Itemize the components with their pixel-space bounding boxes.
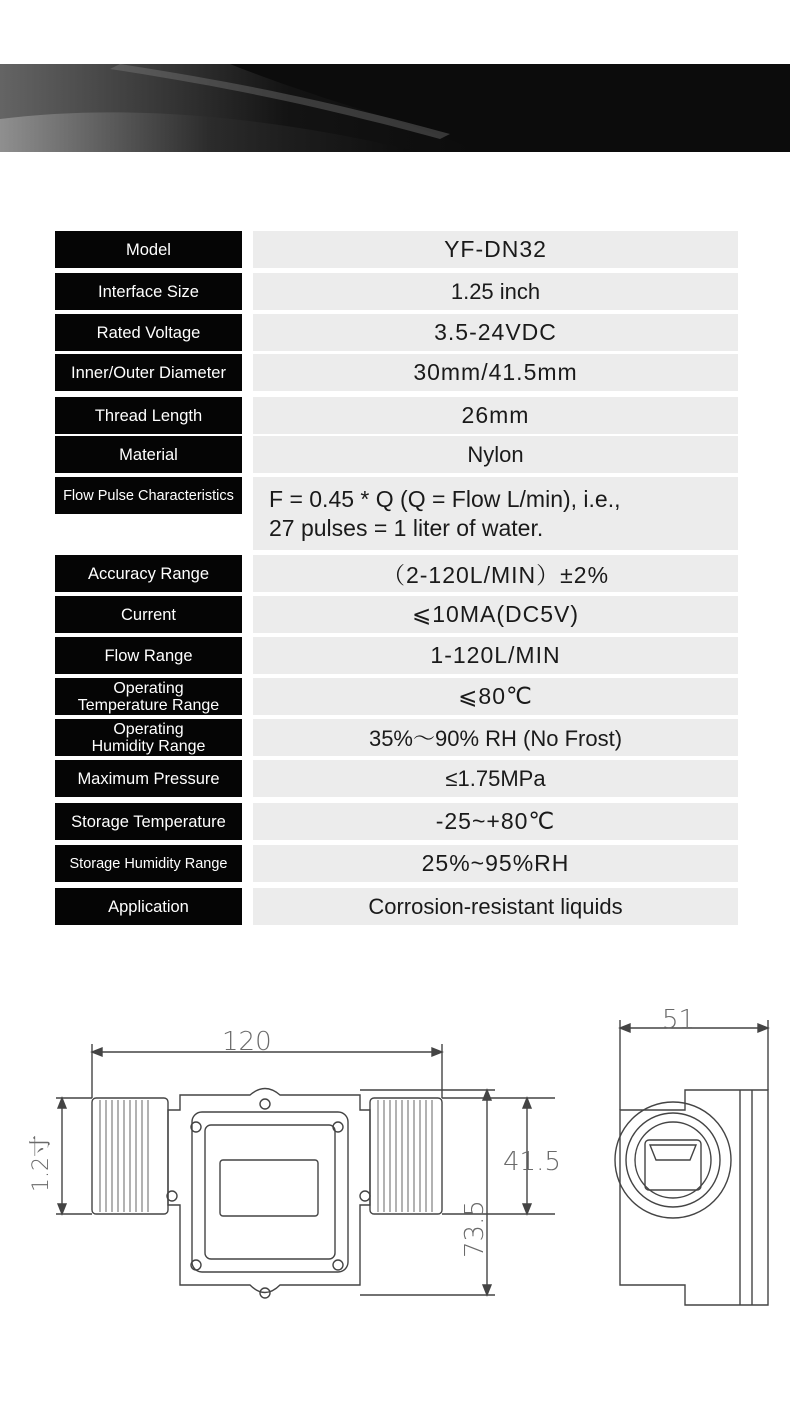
spec-label: Accuracy Range — [55, 555, 242, 592]
spec-label: Current — [55, 596, 242, 633]
spec-label-line: Operating — [113, 720, 184, 738]
spec-label-line: Operating — [113, 679, 184, 697]
dim-height-label: 73.5 — [460, 1200, 490, 1258]
spec-label: Interface Size — [55, 273, 242, 310]
spec-label — [55, 678, 242, 715]
spec-value: ⩽10MA(DC5V) — [253, 596, 738, 633]
spec-label: Model — [55, 231, 242, 268]
spec-row-operating-humidity — [0, 719, 790, 756]
spec-value: Corrosion-resistant liquids — [253, 888, 738, 925]
dim-thread-label: 1.2寸 — [29, 1135, 54, 1192]
dim-length-label: 120 — [222, 1027, 272, 1057]
spec-label: Rated Voltage — [55, 314, 242, 351]
dim-outer-label: 41.5 — [503, 1147, 561, 1177]
spec-row-diameter — [0, 354, 790, 391]
spec-value: YF-DN32 — [253, 231, 738, 268]
spec-row-accuracy — [0, 555, 790, 592]
spec-row-material — [0, 436, 790, 473]
spec-label: Flow Range — [55, 637, 242, 674]
spec-label: Inner/Outer Diameter — [55, 354, 242, 391]
spec-row-current — [0, 596, 790, 633]
spec-value: 26mm — [253, 397, 738, 434]
spec-row-rated-voltage — [0, 314, 790, 351]
spec-row-storage-humidity — [0, 845, 790, 882]
spec-label: Storage Temperature — [55, 803, 242, 840]
spec-value-line: F = 0.45 * Q (Q = Flow L/min), i.e., — [269, 485, 621, 512]
spec-label-line: Temperature Range — [77, 696, 220, 714]
spec-row-flow-pulse — [0, 477, 790, 550]
spec-value: （2-120L/MIN）±2% — [253, 555, 738, 592]
spec-value: ≤1.75MPa — [253, 760, 738, 797]
spec-label: Material — [55, 436, 242, 473]
spec-row-interface-size — [0, 273, 790, 310]
spec-value — [253, 477, 738, 550]
sensor-dimension-svg — [0, 990, 790, 1320]
spec-label-line: Humidity Range — [91, 737, 206, 755]
spec-value: -25~+80℃ — [253, 803, 738, 840]
spec-row-operating-temperature — [0, 678, 790, 715]
spec-value: 3.5-24VDC — [253, 314, 738, 351]
spec-label: Storage Humidity Range — [55, 845, 242, 882]
spec-value: 35%～90% RH (No Frost) — [253, 719, 738, 756]
spec-row-storage-temperature — [0, 803, 790, 840]
spec-value-line: 27 pulses = 1 liter of water. — [269, 514, 544, 541]
spec-label: Application — [55, 888, 242, 925]
spec-label — [55, 719, 242, 756]
spec-value: 30mm/41.5mm — [253, 354, 738, 391]
spec-value: 1.25 inch — [253, 273, 738, 310]
dimension-drawing — [0, 990, 790, 1320]
spec-row-model — [0, 231, 790, 268]
spec-row-application — [0, 888, 790, 925]
spec-value: 1-120L/MIN — [253, 637, 738, 674]
spec-row-flow-range — [0, 637, 790, 674]
spec-label: Maximum Pressure — [55, 760, 242, 797]
spec-value: Nylon — [253, 436, 738, 473]
spec-label: Thread Length — [55, 397, 242, 434]
spec-label: Flow Pulse Characteristics — [55, 477, 242, 514]
dim-width-label: 51 — [662, 1005, 696, 1035]
spec-row-max-pressure — [0, 760, 790, 797]
spec-value: ⩽80℃ — [253, 678, 738, 715]
spec-row-thread-length — [0, 397, 790, 434]
spec-value: 25%~95%RH — [253, 845, 738, 882]
